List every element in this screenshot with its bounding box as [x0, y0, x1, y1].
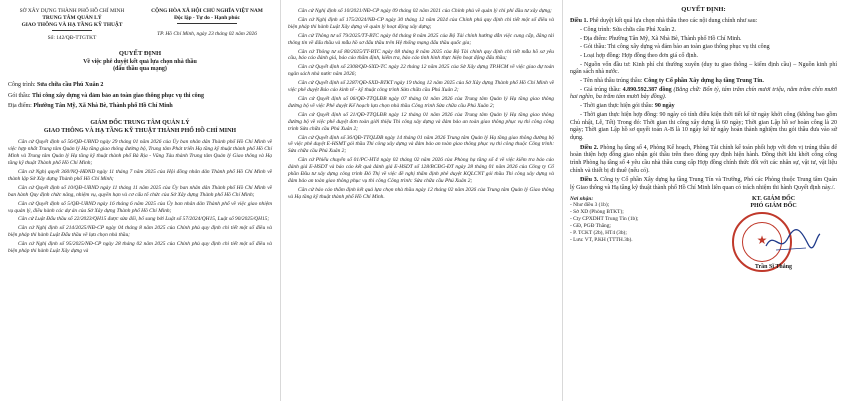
legal-basis-paragraph: Căn cứ Nghị quyết 360/NQ-HĐND ngày 11 tháng 7 năm 2025 của Hội đồng nhân dân Thành phố Hồ Chí Minh về thành lập Sở Xây dựng Thành phố Hồ Chí Minh;: [8, 168, 272, 182]
issuer-line-1: SỞ XÂY DỰNG THÀNH PHỐ HỒ CHÍ MINH: [19, 8, 125, 14]
duration-detail: - Thời gian thực hiện hợp đồng: 90 ngày có tính điều kiện thời tiết kể từ ngày khởi công (không bao gồm Chủ nhật, Lễ, Tết) Trong đó: Thời gian thi công xây dựng là 60 ngày; Thời gian Lập hồ sơ hoàn công là 20 ngày; Thời gian Lập hồ sơ quyết toán A-B là 10 ngày kể từ ngày hoàn thành nghiệm thu gói thầu đưa vào sử dụng.: [570, 111, 837, 141]
handwritten-signature: [762, 226, 822, 256]
issue-date: TP. Hồ Chí Minh, ngày 23 tháng 02 năm 2026: [157, 31, 257, 38]
footer-block: [570, 196, 837, 276]
legal-basis-paragraph: Căn cứ Luật Đấu thầu số 22/2023/QH15 được sửa đổi, bổ sung bởi Luật số 57/2024/QH15, Luật số 90/2025/QH15;: [18, 216, 270, 223]
recipients-heading: Nơi nhận:: [570, 195, 594, 202]
legal-basis-paragraph: Căn cứ Thông tư số 79/2025/TT-BTC ngày 04 tháng 8 năm 2025 của Bộ Tài chính hướng dẫn việc cung cấp, đăng tải thông tin về đấu thầu và mẫu hồ sơ đấu thầu trên Hệ thống mạng đấu thầu quốc gia;: [288, 32, 554, 46]
legal-basis-paragraph: Căn cứ Quyết định số 2287/QĐ-SXD-BTKT ngày 19 tháng 12 năm 2025 của Sở Xây dựng Thành phố Hồ Chí Minh về việc phê duyệt Báo cáo kinh tế - kỹ thuật công trình Sửa chữa cầu Phú Xuân 2;: [288, 80, 554, 94]
legal-basis-paragraph: Căn cứ Quyết định số 2308/QĐ-SXD-TC ngày 22 tháng 12 năm 2025 của Sở Xây dựng TP.HCM về việc giao dự toán ngân sách nhà nước năm 2026;: [288, 64, 554, 78]
article-3: [570, 177, 837, 192]
recipient-item: - Lưu: VT, P.KH (TTTH.3b).: [570, 236, 633, 243]
national-motto: Độc lập - Tự do - Hạnh phúc: [174, 14, 240, 21]
article-2-title: Điều 2.: [580, 144, 599, 151]
project-info-value: Thi công xây dựng và đảm bảo an toàn giao thông phục vụ thi công: [32, 92, 204, 99]
project-info-label: Địa điểm:: [8, 103, 32, 110]
document-number: Số: 142/QĐ-TTGTKT: [47, 35, 97, 42]
winner-row: [570, 78, 837, 86]
price-row: [570, 87, 837, 102]
legal-basis-col2: [288, 8, 554, 201]
authority-line-1: GIÁM ĐỐC TRUNG TÂM QUẢN LÝ: [90, 120, 190, 127]
signature-block: [710, 195, 837, 270]
project-info-row: [8, 93, 272, 101]
article-item: - Địa điểm: Phường Tân Mỹ, Xã Nhà Bè, Thành phố Hồ Chí Minh.: [580, 35, 742, 42]
decision-title: QUYẾT ĐỊNH: [118, 50, 162, 58]
national-title: CỘNG HÒA XÃ HỘI CHỦ NGHĨA VIỆT NAM: [151, 8, 263, 14]
article-2: [570, 145, 837, 176]
legal-basis-paragraph: Căn cứ Nghị định số 175/2024/NĐ-CP ngày 30 tháng 12 năm 2024 của Chính phủ quy định chi tiết một số điều và biện pháp thi hành Luật Xây dựng về quản lý hoạt động xây dựng;: [288, 16, 554, 30]
article-item: - Loại hợp đồng: Hợp đồng theo đơn giá cố định.: [580, 53, 699, 60]
price-words: (Bằng chữ: Bốn tỷ, tám trăm chín mươi triệu, năm trăm chín mươi hai nghìn, ba trăm tám mươi bảy đồng).: [570, 86, 838, 101]
motto-underline: [177, 23, 237, 24]
duration-row: [570, 103, 837, 111]
decision-heading: QUYẾT ĐỊNH:: [681, 6, 726, 13]
document-header: [8, 8, 272, 42]
duration-label: - Thời gian thực hiện gói thầu:: [580, 103, 654, 110]
legal-basis-paragraph: Căn cứ Phiếu chuyển số 01/PC-HT4 ngày 02 tháng 02 năm 2026 của Phòng hạ tầng số 4 về việc kiểm tra báo cáo đánh giá E-HSDT và báo cáo kết quả đánh giá E-HSDT số 128/BCĐG-ĐT ngày 28 tháng 01 năm 2026 của Công ty Cổ phần Đầu tư xây dựng công trình Đô Thị về việc đề nghị thẩm định phê duyệt KQLCNT gói thầu Thi công xây dựng và đảm bảo an toàn giao thông phục vụ thi công Công trình: Sửa chữa cầu Phú Xuân 2;: [288, 157, 554, 184]
article-1-title: Điều 1.: [570, 18, 588, 25]
article-1-items: [570, 27, 837, 142]
article-item: - Nguồn vốn đầu tư: Kinh phí chi thường xuyên (duy tu giao thông – kiểm định cầu) – Nguồn kinh phí ngân sách nhà nước.: [570, 61, 837, 76]
authority-line-2: GIAO THÔNG VÀ HẠ TẦNG KỸ THUẬT THÀNH PHỐ HỒ CHÍ MINH: [43, 127, 237, 134]
issuer-block: [8, 8, 136, 42]
legal-basis-paragraph: Căn cứ Quyết định số 5/QĐ-UBND ngày 16 tháng 6 năm 2025 của Ủy ban nhân dân Thành phố về việc giao nhiệm vụ quản lý, điều hành các dự án của Sở Xây dựng Thành phố Hồ Chí Minh;: [8, 200, 272, 214]
legal-basis-paragraph: Căn cứ báo cáo thẩm định kết quả lựa chọn nhà thầu ngày 12 tháng 02 năm 2026 của Trung tâm Quản lý Giao thông và Hạ tầng kỹ thuật thành phố Hồ Chí Minh.: [288, 186, 554, 200]
article-item: - Gói thầu: Thi công xây dựng và đảm bảo an toàn giao thông phục vụ thi công: [580, 44, 770, 51]
recipients-block: [570, 196, 700, 244]
legal-basis-paragraph: Căn cứ Quyết định số 56/QĐ-UBND ngày 29 tháng 01 năm 2026 của Ủy ban nhân dân Thành phố Hồ Chí Minh về việc hợp nhất Trung tâm Quản lý Hạ tầng giao thông đường bộ, Trung tâm Phát triển Hạ tầng kỹ thuật thành phố Hồ Chí Minh và Trung tâm Quản lý Hạ tầng kỹ thuật thành phố Bà Rịa - Vũng Tàu thành Trung tâm Quản lý Giao thông và Hạ tầng kỹ thuật Thành phố Hồ Chí Minh;: [8, 139, 272, 167]
price-value: 4.890.592.387 đồng: [622, 86, 672, 93]
winner-label: - Tên nhà thầu trúng thầu:: [580, 78, 643, 85]
article-1-text: Phê duyệt kết quả lựa chọn nhà thầu theo các nội dung chính như sau:: [589, 18, 758, 25]
price-label: - Giá trúng thầu:: [580, 86, 621, 93]
legal-basis-col1: [8, 139, 272, 255]
duration-value: 90 ngày: [654, 103, 675, 110]
project-info-value: Phường Tân Mỹ, Xã Nhà Bè, Thành phố Hồ Chí Minh: [33, 103, 173, 110]
winner-value: Công ty Cổ phần Xây dựng hạ tầng Trung Tín.: [643, 78, 764, 85]
page-column-3: [562, 0, 845, 401]
national-title-block: [142, 8, 272, 42]
legal-basis-paragraph: Căn cứ Quyết định số 21/QĐ-TTQLĐB ngày 12 tháng 01 năm 2026 của Trung tâm Quản lý Hạ tầng giao thông đường bộ về việc phê duyệt đơn toàn giới thiệu Thi công xây dựng và đảm bảo an toàn giao thông phục vụ thi công công trình Sửa chữa cầu Phú Xuân 2;: [288, 111, 554, 132]
stamp-star-icon: ★: [756, 232, 768, 247]
project-info-label: Công trình:: [8, 82, 36, 88]
project-info: [8, 82, 272, 111]
signature-title-1: KT. GIÁM ĐỐC: [751, 195, 796, 202]
project-info-row: [8, 103, 272, 111]
article-3-title: Điều 3.: [580, 177, 599, 184]
recipient-item: - P. TCKT (2b), HT4 (3b);: [570, 230, 627, 237]
issuer-line-3: GIAO THÔNG VÀ HẠ TẦNG KỸ THUẬT: [21, 21, 123, 28]
project-info-label: Gói thầu:: [8, 92, 31, 99]
legal-basis-paragraph: Căn cứ Nghị định số 10/2021/NĐ-CP ngày 09 tháng 02 năm 2021 của Chính phủ về quản lý chi phí đầu tư xây dựng;: [298, 8, 552, 14]
article-2-text: Phòng hạ tầng số 4, Phòng Kế hoạch, Phòng Tài chính kế toán phối hợp với đơn vị trúng thầu để hoàn thiện hợp đồng giao nhận gói thầu trên theo đúng quy định hiện hành. Đồng thời khi khởi công công trình Phòng hạ tầng số 4 yêu cầu nhà thầu cung cấp Hợp đồng chính thức đối với các nhân sự, vật tư, vật liệu chính và thiết bị đi thuê (nếu có).: [570, 144, 837, 174]
legal-basis-paragraph: Căn cứ Nghị định số 214/2025/NĐ-CP ngày 04 tháng 8 năm 2025 của Chính phủ quy định chi tiết một số điều và biện pháp thi hành Luật Đấu thầu về lựa chọn nhà thầu;: [8, 225, 272, 239]
page-column-1: [0, 0, 280, 401]
decision-subtitle-2: (đấu thầu qua mạng): [113, 66, 167, 73]
recipient-item: - Sở XD (Phòng BTKT);: [570, 209, 624, 216]
legal-basis-paragraph: Căn cứ Quyết định số 06/QĐ-TTQLĐB ngày 07 tháng 01 năm 2026 của Trung tâm Quản lý Hạ tầng giao thông đường bộ về việc Phê duyệt Kế hoạch lựa chọn nhà thầu Công trình Sửa chữa cầu Phú Xuân 2;: [288, 95, 554, 109]
recipient-item: - Như điều 3 (1b);: [570, 202, 610, 209]
issuer-line-2: TRUNG TÂM QUẢN LÝ: [42, 14, 102, 21]
recipient-item: - GĐ, PGĐ Thắng;: [570, 223, 611, 230]
decision-subtitle: Về việc phê duyệt kết quả lựa chọn nhà thầu: [83, 58, 197, 65]
article-item: - Công trình: Sửa chữa cầu Phú Xuân 2.: [580, 27, 676, 34]
article-1: [570, 18, 837, 26]
legal-basis-paragraph: Căn cứ Nghị định số 95/2025/NĐ-CP ngày 28 tháng 02 năm 2025 của Chính phủ quy định chi tiết một số điều và biện pháp thi hành Luật Xây dựng và: [8, 241, 272, 255]
legal-basis-paragraph: Căn cứ Quyết định số 10/QĐ-UBND ngày 11 tháng 11 năm 2025 của Ủy ban nhân dân Thành phố Hồ Chí Minh về ban hành Quy định chức năng, nhiệm vụ, quyền hạn và cơ cấu tổ chức của Sở Xây dựng Thành phố Hồ Chí Minh;: [8, 184, 272, 198]
page-column-2: [280, 0, 562, 401]
signature-title-2: PHÓ GIÁM ĐỐC: [750, 203, 797, 210]
legal-basis-paragraph: Căn cứ Quyết định số 36/QĐ-TTQLĐB ngày 14 tháng 01 năm 2026 Trung tâm Quản lý Hạ tầng giao thông đường bộ về việc phê duyệt E-HSMT gói thầu Thi công xây dựng và đảm bảo an toàn giao thông phục vụ thi công thuộc Công trình: Sửa chữa cầu Phú Xuân 2;: [288, 134, 554, 155]
article-3-text: Công ty Cổ phần Xây dựng hạ tầng Trung Tín và Trưởng, Phó các Phòng thuộc Trung tâm Quản lý Giao thông và Hạ tầng kỹ thuật thành phố Hồ Chí Minh liên quan có trách nhiệm thi hành Quyết định này./.: [570, 177, 838, 191]
recipient-item: - Cty CPXDHT Trung Tín (1b);: [570, 216, 639, 223]
project-info-value: Sửa chữa cầu Phú Xuân 2: [37, 82, 104, 88]
signer-name: Trần Sĩ Thắng: [754, 263, 793, 270]
issuer-underline: [52, 30, 92, 31]
legal-basis-paragraph: Căn cứ Thông tư số 80/2025/TT-BTC ngày 08 tháng 8 năm 2025 của Bộ Tài chính quy định chi tiết mẫu hồ sơ yêu cầu, báo cáo đánh giá, báo cáo thẩm định, kiểm tra, báo cáo tình hình thực hiện hoạt động đấu thầu;: [288, 48, 554, 62]
project-info-row: [8, 82, 272, 90]
